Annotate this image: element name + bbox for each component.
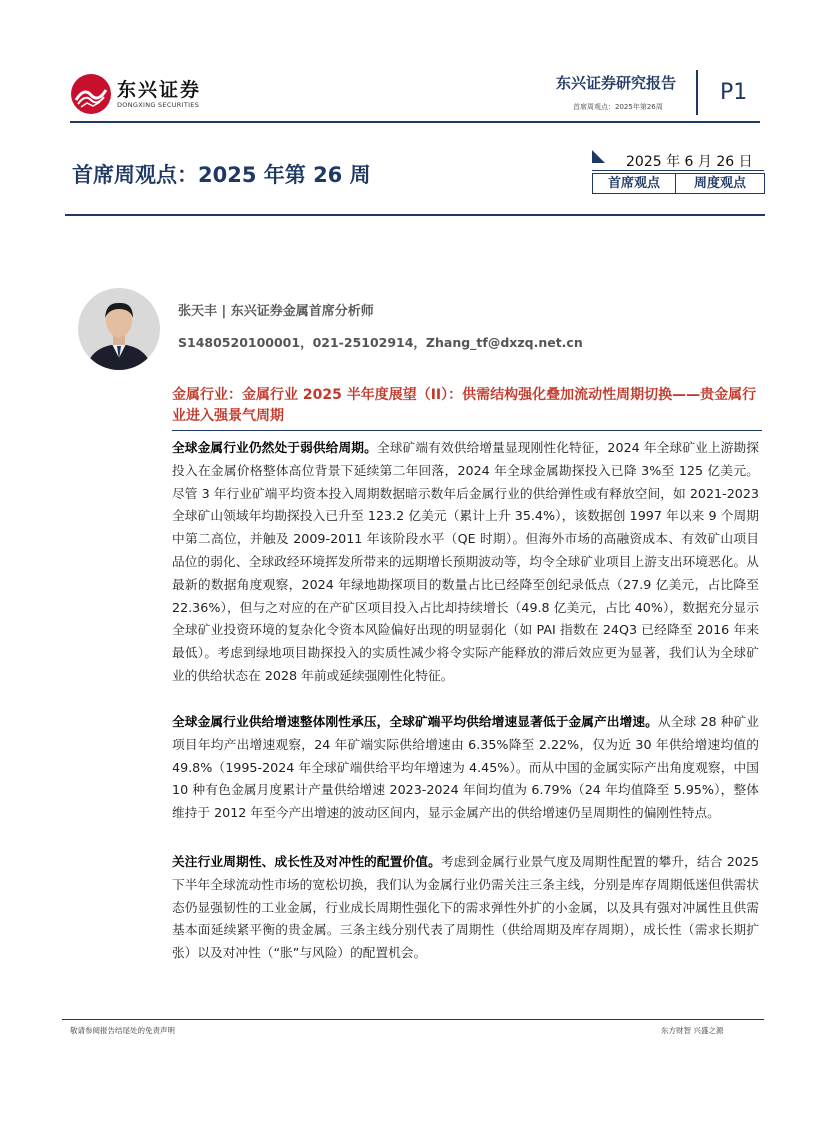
brand-name-en: DONGXING SECURITIES	[117, 101, 200, 109]
triangle-marker-icon	[592, 150, 605, 163]
footer-disclaimer: 敬请参阅报告结尾处的免责声明	[70, 1026, 175, 1035]
report-subtitle: 首席周观点：2025年第26周	[573, 103, 663, 111]
analyst-portrait	[78, 288, 160, 370]
paragraph-body: 从全球 28 种矿业项目年均产出增速观察，24 年矿端实际供给增速由 6.35%降至 2.22%，仅为近 30 年供给增速均值的 49.8%（1995-2024 年全球矿端供给平均年增速为 4.45%）。而从中国的金属实际产出角度观察，中国 10 种有色金属月度累计产量供给增速 2023-2024 年间均值为 6.79%（24 年均值降至 5.95%），整体维持于 2012 年至今产出增速的波动区间内，显示金属产出的供给增速仍呈周期性的偏刚性特点。	[172, 714, 759, 821]
analyst-contact: S1480520100001，021-25102914，Zhang_tf@dxzq.net.cn	[178, 335, 583, 350]
footer-rule	[62, 1019, 764, 1020]
paragraph-body: 全球矿端有效供给增量显现刚性化特征，2024 年全球矿业上游勘探投入在金属价格整体高位背景下延续第二年回落，2024 年全球金属勘探投入已降 3%至 125 亿美元。尽管 3 年行业矿端平均资本投入周期数据暗示数年后金属行业的供给弹性或有释放空间，如 2021-2023 全球矿山领域年均勘探投入已升至 123.2 亿美元（累计上升 35.4%），该数据创 1997 年以来 9 个周期中第二高位，并触及 2009-2011 年该阶段水平（QE 时期）。但海外市场的高融资成本、有效矿山项目品位的弱化、全球政经环境挥发所带来的远期增长预期波动等，均令全球矿业项目上游支出环境恶化。从最新的数据角度观察，2024 年绿地勘探项目的数量占比已经降至创纪录低点（27.9 亿美元，占比降至 22.36%），但与之对应的在产矿区项目投入占比却持续增长（49.8 亿美元，占比 40%），数据充分显示全球矿业投资环境的复杂化令资本风险偏好出现的明显弱化（如 PAI 指数在 24Q3 已经降至 2016 年来最低）。考虑到绿地项目勘探投入的实质性减少将令实际产能释放的滞后效应更为显著，我们认为全球矿业的供给状态在 2028 年前或延续强刚性化特征。	[172, 440, 759, 683]
report-date: 2025 年 6 月 26 日	[626, 154, 753, 170]
title-rule	[65, 214, 765, 216]
header-rule	[70, 121, 760, 123]
paragraph-weak-supply	[172, 437, 759, 688]
analyst-name: 张天丰 | 东兴证券金属首席分析师	[178, 304, 374, 319]
paragraph-supply-growth	[172, 711, 759, 825]
paragraph-allocation-value	[172, 851, 759, 965]
page-title: 首席周观点：2025 年第 26 周	[72, 163, 371, 187]
paragraph-body: 考虑到金属行业景气度及周期性配置的攀升，结合 2025 下半年全球流动性市场的宽松切换，我们认为金属行业仍需关注三条主线，分别是库存周期低迷但供需状态仍显强韧性的工业金属，行业成长周期性强化下的需求弹性外扩的小金属，以及具有强对冲属性且供需基本面延续紧平衡的贵金属。三条主线分别代表了周期性（供给周期及库存周期），成长性（需求长期扩张）以及对冲性（“胀”与风险）的配置机会。	[172, 854, 759, 961]
header-divider	[696, 70, 698, 115]
report-series-title: 东兴证券研究报告	[556, 74, 677, 92]
brand-name-cn: 东兴证券	[117, 79, 202, 101]
tag-weekly-view: 周度观点	[675, 173, 765, 194]
page-number: P1	[720, 80, 748, 105]
paragraph-lead: 全球金属行业供给增速整体刚性承压，全球矿端平均供给增速显著低于金属产出增速。	[172, 714, 658, 729]
section-headline: 金属行业：金属行业 2025 半年度展望（II）：供需结构强化叠加流动性周期切换——贵金属行业进入强景气周期	[172, 387, 757, 424]
dongxing-logo-icon	[70, 73, 112, 115]
paragraph-lead: 关注行业周期性、成长性及对冲性的配置价值。	[172, 854, 441, 869]
tag-chief-view: 首席观点	[592, 173, 676, 194]
footer-slogan: 东方财智 兴盛之源	[661, 1026, 724, 1035]
paragraph-lead: 全球金属行业仍然处于弱供给周期。	[172, 440, 377, 455]
headline-rule	[172, 430, 762, 431]
date-rule	[592, 170, 764, 171]
